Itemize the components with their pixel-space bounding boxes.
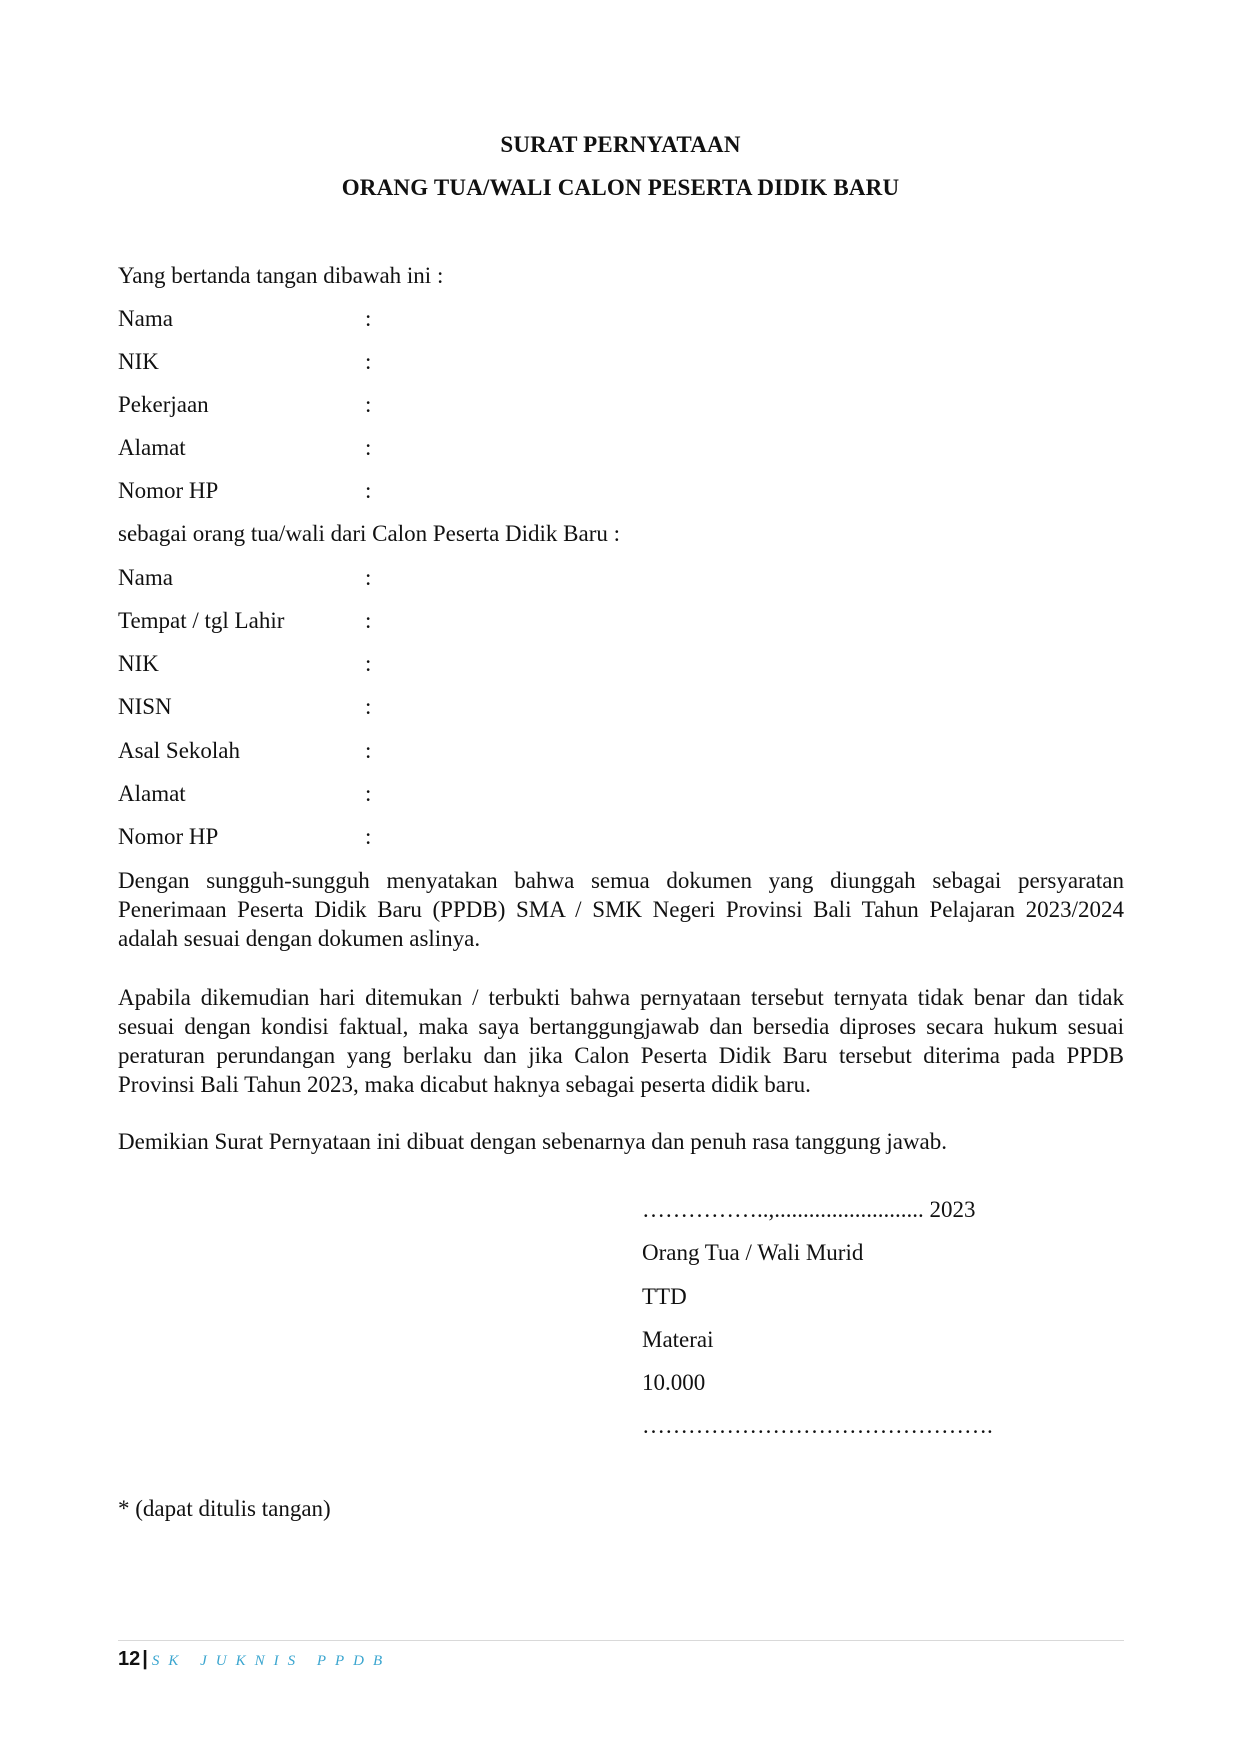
field-label: Nama — [118, 565, 173, 590]
student-field-alamat — [118, 781, 371, 807]
field-colon: : — [365, 608, 372, 633]
field-colon: : — [365, 781, 372, 806]
student-intro-text: sebagai orang tua/wali dari Calon Peserta Didik Baru : — [118, 521, 621, 546]
student-field-nama — [118, 565, 371, 591]
signature-ttd: TTD — [642, 1284, 687, 1309]
handwritten-note: * (dapat ditulis tangan) — [118, 1496, 331, 1521]
field-label: Nama — [118, 306, 173, 331]
intro-text: Yang bertanda tangan dibawah ini : — [118, 263, 444, 288]
field-colon: : — [365, 392, 372, 417]
signature-date-line: ……………..,.......................... 2023 — [642, 1197, 976, 1222]
signature-role: Orang Tua / Wali Murid — [642, 1240, 864, 1265]
student-field-tempat-tgl-lahir — [118, 608, 371, 634]
page-footer — [118, 1648, 391, 1671]
student-field-nomor-hp — [118, 824, 371, 850]
field-label: Tempat / tgl Lahir — [118, 608, 285, 633]
parent-field-pekerjaan — [118, 392, 371, 418]
field-label: Alamat — [118, 781, 186, 806]
student-field-asal-sekolah — [118, 738, 371, 764]
footer-divider — [118, 1640, 1124, 1641]
signature-materai: Materai — [642, 1327, 714, 1352]
field-colon: : — [365, 435, 372, 460]
field-label: NIK — [118, 651, 159, 676]
parent-field-nik — [118, 349, 371, 375]
document-title: SURAT PERNYATAAN — [500, 132, 741, 157]
signature-name-line: ………………………………………. — [642, 1413, 993, 1438]
field-colon: : — [365, 738, 372, 763]
footer-doc-label: SK JUKNIS PPDB — [151, 1653, 392, 1669]
parent-field-nomor-hp — [118, 478, 371, 504]
field-colon: : — [365, 306, 372, 331]
page-number: 12 — [118, 1648, 141, 1670]
field-label: NISN — [118, 694, 172, 719]
signature-materai-amount: 10.000 — [642, 1370, 706, 1395]
field-label: Nomor HP — [118, 478, 219, 503]
field-label: NIK — [118, 349, 159, 374]
field-label: Alamat — [118, 435, 186, 460]
consequence-paragraph: Apabila dikemudian hari ditemukan / terbukti bahwa pernyataan tersebut ternyata tidak benar dan tidak sesuai dengan kondisi faktual, maka saya bertanggungjawab dan bersedia diproses secara hukum sesuai peraturan perundangan yang berlaku dan jika Calon Peserta Didik Baru tersebut diterima pada PPDB Provinsi Bali Tahun 2023, maka dicabut haknya sebagai peserta didik baru. — [118, 985, 1124, 1097]
parent-field-alamat — [118, 435, 371, 461]
field-colon: : — [365, 824, 372, 849]
field-label: Nomor HP — [118, 824, 219, 849]
document-subtitle: ORANG TUA/WALI CALON PESERTA DIDIK BARU — [341, 175, 900, 200]
field-label: Pekerjaan — [118, 392, 209, 417]
field-colon: : — [365, 349, 372, 374]
field-colon: : — [365, 565, 372, 590]
field-colon: : — [365, 651, 372, 676]
student-field-nik — [118, 651, 371, 677]
field-colon: : — [365, 478, 372, 503]
field-label: Asal Sekolah — [118, 738, 241, 763]
field-colon: : — [365, 694, 372, 719]
student-field-nisn — [118, 694, 371, 720]
parent-field-nama — [118, 306, 371, 332]
footer-separator: | — [142, 1648, 148, 1670]
statement-paragraph: Dengan sungguh-sungguh menyatakan bahwa semua dokumen yang diunggah sebagai persyaratan Penerimaan Peserta Didik Baru (PPDB) SMA / SMK Negeri Provinsi Bali Tahun Pelajaran 2023/2024 adalah sesuai dengan dokumen aslinya. — [118, 868, 1124, 951]
closing-paragraph: Demikian Surat Pernyataan ini dibuat dengan sebenarnya dan penuh rasa tanggung jawab. — [118, 1129, 948, 1154]
